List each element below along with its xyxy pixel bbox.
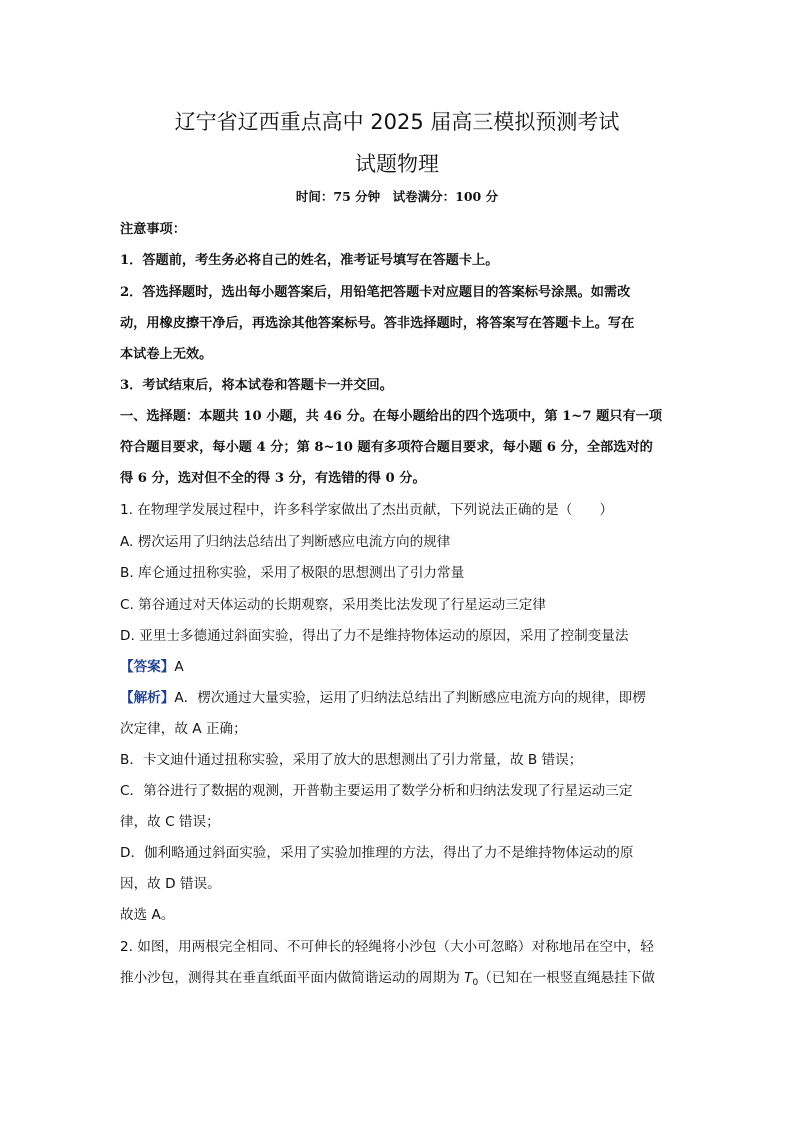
exam-meta: 时间：75 分钟 试卷满分：100 分 — [295, 189, 499, 204]
question-1-stem: 1. 在物理学发展过程中，许多科学家做出了杰出贡献，下列说法正确的是（ ） — [120, 502, 614, 518]
analysis-line-4: C．第谷进行了数据的观测，开普勒主要运用了数学分析和归纳法发现了行星运动三定 — [120, 783, 633, 799]
conclusion: 故选 A。 — [120, 907, 175, 923]
question-1-option-d: D. 亚里士多德通过斜面实验，得出了力不是维持物体运动的原因，采用了控制变量法 — [120, 628, 629, 644]
analysis-tag: 【解析】 — [120, 690, 175, 706]
analysis-line-6: D．伽利略通过斜面实验，采用了实验加推理的方法，得出了力不是维持物体运动的原 — [120, 845, 634, 861]
section-1-line-1: 一、选择题：本题共 10 小题，共 46 分。在每小题给出的四个选项中，第 1~7 题只有一项 — [120, 409, 663, 424]
question-1-option-b: B. 库仑通过扭称实验，采用了极限的思想测出了引力常量 — [120, 565, 465, 581]
analysis-line-3: B．卡文迪什通过扭称实验，采用了放大的思想测出了引力常量，故 B 错误； — [120, 752, 583, 768]
analysis-line-1 — [120, 686, 646, 706]
question-1-option-a: A. 楞次运用了归纳法总结出了判断感应电流方向的规律 — [120, 534, 451, 550]
answer-tag: 【答案】 — [120, 659, 175, 675]
analysis-line-7: 因，故 D 错误。 — [120, 876, 221, 892]
notice-heading: 注意事项： — [120, 222, 186, 237]
question-2-line-1: 2. 如图，用两根完全相同、不可伸长的轻绳将小沙包（大小可忽略）对称地吊在空中，轻 — [120, 939, 654, 955]
notice-item-2b: 动，用橡皮擦干净后，再选涂其他答案标号。答非选择题时，将答案写在答题卡上。写在 — [120, 316, 635, 331]
answer-line — [120, 655, 184, 675]
exam-title: 辽宁省辽西重点高中 2025 届高三模拟预测考试 — [174, 110, 620, 134]
question-1-option-c: C. 第谷通过对天体运动的长期观察，采用类比法发现了行星运动三定律 — [120, 597, 546, 613]
notice-item-2a: 2．答选择题时，选出每小题答案后，用铅笔把答题卡对应题目的答案标号涂黑。如需改 — [120, 285, 631, 300]
analysis-line-5: 律，故 C 错误； — [120, 814, 220, 830]
answer-value: A — [174, 659, 184, 675]
analysis-line-2: 次定律，故 A 正确； — [120, 721, 247, 737]
section-1-line-2: 符合题目要求，每小题 4 分；第 8~10 题有多项符合题目要求，每小题 6 分，全部选对的 — [120, 440, 653, 455]
exam-subtitle: 试题物理 — [355, 152, 439, 176]
question-2-text-post: （已知在一根竖直绳悬挂下做 — [478, 970, 655, 986]
section-1-line-3: 得 6 分，选对但不全的得 3 分，有选错的得 0 分。 — [120, 471, 426, 486]
question-2-text-pre: 推小沙包，测得其在垂直纸面平面内做简谐运动的周期为 — [120, 970, 465, 986]
notice-item-2c: 本试卷上无效。 — [120, 347, 213, 362]
question-2-line-2 — [120, 966, 655, 988]
notice-item-3: 3．考试结束后，将本试卷和答题卡一并交回。 — [120, 378, 393, 393]
period-symbol: T — [464, 970, 473, 986]
notice-item-1: 1．答题前，考生务必将自己的姓名，准考证号填写在答题卡上。 — [120, 253, 499, 268]
analysis-text-1: A．楞次通过大量实验，运用了归纳法总结出了判断感应电流方向的规律，即楞 — [174, 690, 646, 706]
period-subscript: 0 — [472, 978, 479, 988]
